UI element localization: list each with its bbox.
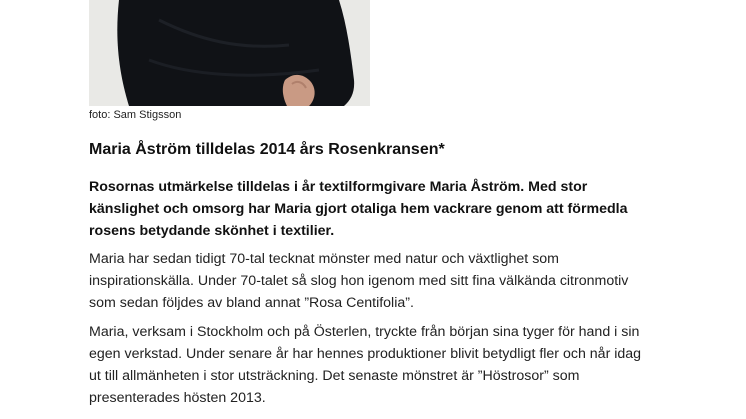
photo-caption: foto: Sam Stigsson (89, 109, 182, 121)
article-paragraph: Maria har sedan tidigt 70-tal tecknat mönster med natur och växtlighet som inspirationskälla. Under 70-talet så slog hon igenom med sitt fina välkända citronmotiv som sedan följdes av bland annat ”Rosa Centifolia”. (89, 251, 629, 311)
article-title: Maria Åström tilldelas 2014 års Rosenkransen* (89, 141, 445, 158)
article-photo (89, 0, 370, 106)
photo-image (89, 0, 370, 106)
article-lead: Rosornas utmärkelse tilldelas i år textilformgivare Maria Åström. Med stor känslighet och omsorg har Maria gjort otaliga hem vackrare genom att förmedla rosens betydande skönhet i textilier. (89, 179, 628, 239)
article-paragraph: Maria, verksam i Stockholm och på Österlen, tryckte från början sina tyger för hand i sin egen verkstad. Under senare år har hennes produktioner blivit betydligt fler och når idag ut till allmänheten i stor utsträckning. Det senaste mönstret är ”Höstrosor” som presenterades hösten 2013. (89, 324, 642, 406)
